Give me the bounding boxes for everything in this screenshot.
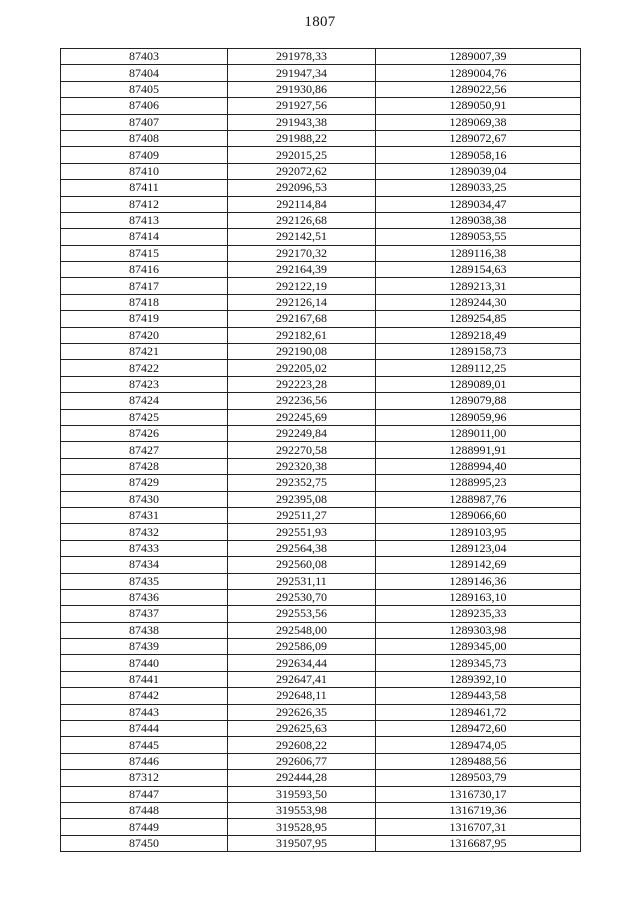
y-coordinate-cell: 1316719,36 [376,802,581,818]
y-coordinate-cell: 1289069,38 [376,114,581,130]
x-coordinate-cell: 292015,25 [228,147,376,163]
table-row [61,114,581,130]
y-coordinate-cell: 1289004,76 [376,65,581,81]
point-number-cell: 87442 [61,688,228,704]
y-coordinate-cell: 1289142,69 [376,557,581,573]
table-row [61,753,581,769]
table-row [61,65,581,81]
x-coordinate-cell: 292072,62 [228,163,376,179]
table-row [61,294,581,310]
table-row [61,409,581,425]
table-row [61,344,581,360]
point-number-cell: 87443 [61,704,228,720]
x-coordinate-cell: 292511,27 [228,507,376,523]
x-coordinate-cell: 292608,22 [228,737,376,753]
y-coordinate-cell: 1289503,79 [376,770,581,786]
x-coordinate-cell: 292444,28 [228,770,376,786]
table-row [61,786,581,802]
x-coordinate-cell: 292170,32 [228,245,376,261]
point-number-cell: 87407 [61,114,228,130]
coordinates-table [60,48,581,852]
point-number-cell: 87441 [61,671,228,687]
table-row [61,655,581,671]
table-row [61,573,581,589]
x-coordinate-cell: 291943,38 [228,114,376,130]
x-coordinate-cell: 292531,11 [228,573,376,589]
x-coordinate-cell: 292648,11 [228,688,376,704]
x-coordinate-cell: 292249,84 [228,425,376,441]
table-row [61,458,581,474]
table-row [61,819,581,835]
x-coordinate-cell: 292551,93 [228,524,376,540]
point-number-cell: 87438 [61,622,228,638]
y-coordinate-cell: 1289154,63 [376,262,581,278]
point-number-cell: 87431 [61,507,228,523]
table-row [61,229,581,245]
point-number-cell: 87416 [61,262,228,278]
x-coordinate-cell: 292245,69 [228,409,376,425]
point-number-cell: 87420 [61,327,228,343]
y-coordinate-cell: 1289146,36 [376,573,581,589]
y-coordinate-cell: 1289039,04 [376,163,581,179]
y-coordinate-cell: 1289123,04 [376,540,581,556]
y-coordinate-cell: 1289254,85 [376,311,581,327]
x-coordinate-cell: 292606,77 [228,753,376,769]
point-number-cell: 87409 [61,147,228,163]
table-row [61,589,581,605]
y-coordinate-cell: 1289072,67 [376,130,581,146]
table-row [61,475,581,491]
table-row [61,147,581,163]
y-coordinate-cell: 1288991,91 [376,442,581,458]
point-number-cell: 87450 [61,835,228,851]
point-number-cell: 87437 [61,606,228,622]
x-coordinate-cell: 292126,68 [228,212,376,228]
x-coordinate-cell: 319507,95 [228,835,376,851]
table-row [61,98,581,114]
table-row [61,442,581,458]
y-coordinate-cell: 1289345,00 [376,639,581,655]
x-coordinate-cell: 292586,09 [228,639,376,655]
point-number-cell: 87421 [61,344,228,360]
table-row [61,770,581,786]
x-coordinate-cell: 292223,28 [228,376,376,392]
x-coordinate-cell: 292548,00 [228,622,376,638]
y-coordinate-cell: 1289079,88 [376,393,581,409]
x-coordinate-cell: 292625,63 [228,721,376,737]
point-number-cell: 87406 [61,98,228,114]
point-number-cell: 87445 [61,737,228,753]
table-row [61,49,581,65]
y-coordinate-cell: 1289443,58 [376,688,581,704]
point-number-cell: 87425 [61,409,228,425]
table-row [61,278,581,294]
point-number-cell: 87424 [61,393,228,409]
y-coordinate-cell: 1289038,38 [376,212,581,228]
table-row [61,671,581,687]
point-number-cell: 87429 [61,475,228,491]
point-number-cell: 87428 [61,458,228,474]
point-number-cell: 87405 [61,81,228,97]
y-coordinate-cell: 1289059,96 [376,409,581,425]
point-number-cell: 87415 [61,245,228,261]
x-coordinate-cell: 292096,53 [228,180,376,196]
x-coordinate-cell: 292647,41 [228,671,376,687]
y-coordinate-cell: 1288995,23 [376,475,581,491]
x-coordinate-cell: 292126,14 [228,294,376,310]
table-row [61,639,581,655]
x-coordinate-cell: 292122,19 [228,278,376,294]
table-row [61,622,581,638]
point-number-cell: 87439 [61,639,228,655]
y-coordinate-cell: 1289461,72 [376,704,581,720]
x-coordinate-cell: 292352,75 [228,475,376,491]
point-number-cell: 87411 [61,180,228,196]
y-coordinate-cell: 1289163,10 [376,589,581,605]
table-row [61,262,581,278]
table-row [61,688,581,704]
point-number-cell: 87448 [61,802,228,818]
table-row [61,360,581,376]
table-row [61,180,581,196]
x-coordinate-cell: 292164,39 [228,262,376,278]
x-coordinate-cell: 319528,95 [228,819,376,835]
y-coordinate-cell: 1289235,33 [376,606,581,622]
table-row [61,163,581,179]
y-coordinate-cell: 1289053,55 [376,229,581,245]
x-coordinate-cell: 292560,08 [228,557,376,573]
point-number-cell: 87440 [61,655,228,671]
table-row [61,130,581,146]
table-row [61,704,581,720]
y-coordinate-cell: 1288987,76 [376,491,581,507]
y-coordinate-cell: 1289089,01 [376,376,581,392]
x-coordinate-cell: 292634,44 [228,655,376,671]
x-coordinate-cell: 292564,38 [228,540,376,556]
point-number-cell: 87430 [61,491,228,507]
point-number-cell: 87410 [61,163,228,179]
y-coordinate-cell: 1289474,05 [376,737,581,753]
point-number-cell: 87434 [61,557,228,573]
table-row [61,212,581,228]
y-coordinate-cell: 1316707,31 [376,819,581,835]
y-coordinate-cell: 1289244,30 [376,294,581,310]
x-coordinate-cell: 292320,38 [228,458,376,474]
y-coordinate-cell: 1289213,31 [376,278,581,294]
point-number-cell: 87447 [61,786,228,802]
x-coordinate-cell: 292114,84 [228,196,376,212]
y-coordinate-cell: 1289050,91 [376,98,581,114]
table-row [61,393,581,409]
point-number-cell: 87422 [61,360,228,376]
point-number-cell: 87413 [61,212,228,228]
table-row [61,491,581,507]
point-number-cell: 87449 [61,819,228,835]
x-coordinate-cell: 292142,51 [228,229,376,245]
table-row [61,245,581,261]
x-coordinate-cell: 292190,08 [228,344,376,360]
y-coordinate-cell: 1289103,95 [376,524,581,540]
y-coordinate-cell: 1289033,25 [376,180,581,196]
table-row [61,376,581,392]
table-row [61,721,581,737]
y-coordinate-cell: 1289488,56 [376,753,581,769]
x-coordinate-cell: 292270,58 [228,442,376,458]
point-number-cell: 87432 [61,524,228,540]
y-coordinate-cell: 1289007,39 [376,49,581,65]
table-row [61,524,581,540]
x-coordinate-cell: 291988,22 [228,130,376,146]
point-number-cell: 87423 [61,376,228,392]
point-number-cell: 87418 [61,294,228,310]
y-coordinate-cell: 1289303,98 [376,622,581,638]
x-coordinate-cell: 292236,56 [228,393,376,409]
x-coordinate-cell: 292626,35 [228,704,376,720]
x-coordinate-cell: 292530,70 [228,589,376,605]
table-row [61,311,581,327]
y-coordinate-cell: 1289011,00 [376,425,581,441]
point-number-cell: 87435 [61,573,228,589]
page-number: 1807 [304,14,336,30]
x-coordinate-cell: 291978,33 [228,49,376,65]
x-coordinate-cell: 291927,56 [228,98,376,114]
y-coordinate-cell: 1289345,73 [376,655,581,671]
point-number-cell: 87433 [61,540,228,556]
x-coordinate-cell: 291947,34 [228,65,376,81]
x-coordinate-cell: 292395,08 [228,491,376,507]
point-number-cell: 87414 [61,229,228,245]
x-coordinate-cell: 292167,68 [228,311,376,327]
point-number-cell: 87403 [61,49,228,65]
x-coordinate-cell: 292205,02 [228,360,376,376]
table-row [61,540,581,556]
point-number-cell: 87436 [61,589,228,605]
y-coordinate-cell: 1289022,56 [376,81,581,97]
y-coordinate-cell: 1289218,49 [376,327,581,343]
table-row [61,507,581,523]
point-number-cell: 87446 [61,753,228,769]
table-row [61,196,581,212]
table-row [61,737,581,753]
y-coordinate-cell: 1289158,73 [376,344,581,360]
point-number-cell: 87444 [61,721,228,737]
table-row [61,557,581,573]
table-row [61,425,581,441]
y-coordinate-cell: 1289392,10 [376,671,581,687]
table-body [61,49,581,852]
y-coordinate-cell: 1288994,40 [376,458,581,474]
x-coordinate-cell: 292182,61 [228,327,376,343]
table-row [61,81,581,97]
point-number-cell: 87312 [61,770,228,786]
y-coordinate-cell: 1289066,60 [376,507,581,523]
x-coordinate-cell: 291930,86 [228,81,376,97]
point-number-cell: 87404 [61,65,228,81]
point-number-cell: 87426 [61,425,228,441]
x-coordinate-cell: 292553,56 [228,606,376,622]
y-coordinate-cell: 1289472,60 [376,721,581,737]
table-row [61,835,581,851]
y-coordinate-cell: 1316730,17 [376,786,581,802]
point-number-cell: 87427 [61,442,228,458]
table-row [61,802,581,818]
y-coordinate-cell: 1289034,47 [376,196,581,212]
y-coordinate-cell: 1316687,95 [376,835,581,851]
y-coordinate-cell: 1289058,16 [376,147,581,163]
point-number-cell: 87419 [61,311,228,327]
x-coordinate-cell: 319593,50 [228,786,376,802]
x-coordinate-cell: 319553,98 [228,802,376,818]
y-coordinate-cell: 1289112,25 [376,360,581,376]
table-row [61,606,581,622]
point-number-cell: 87417 [61,278,228,294]
point-number-cell: 87412 [61,196,228,212]
point-number-cell: 87408 [61,130,228,146]
table-row [61,327,581,343]
y-coordinate-cell: 1289116,38 [376,245,581,261]
